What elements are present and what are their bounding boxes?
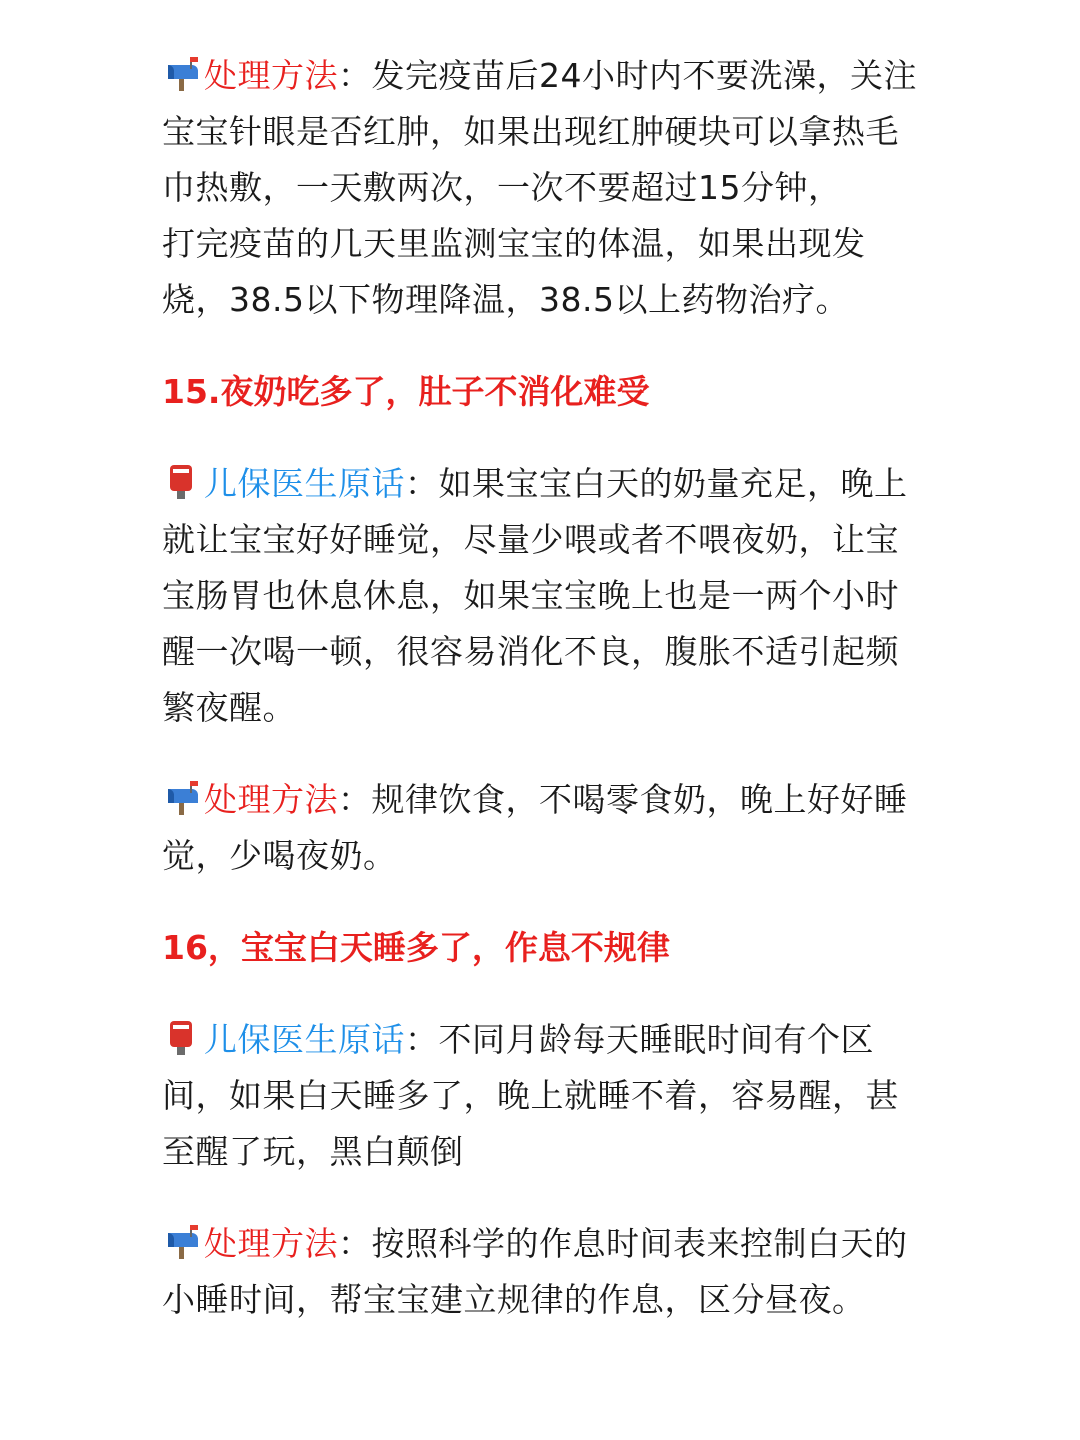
colon: ： <box>405 464 439 503</box>
doctor-quote-paragraph <box>162 456 932 736</box>
mailbox-icon <box>162 53 202 93</box>
doctor-text: 不同月龄每天睡眠时间有个区间，如果白天睡多了，晚上就睡不着，容易醒，甚至醒了玩，黑白颠倒 <box>162 1020 899 1171</box>
method-text-continued: 打完疫苗的几天里监测宝宝的体温，如果出现发烧，38.5以下物理降温，38.5以上药物治疗。 <box>162 224 866 319</box>
doctor-label: 儿保医生原话 <box>204 464 405 503</box>
section-heading-16: 16，宝宝白天睡多了，作息不规律 <box>162 928 670 967</box>
colon: ： <box>405 1020 439 1059</box>
colon: ： <box>338 56 372 95</box>
method-label: 处理方法 <box>204 780 338 819</box>
method-label: 处理方法 <box>204 1224 338 1263</box>
method-paragraph-continued <box>162 216 932 328</box>
mailbox-icon <box>162 1221 202 1261</box>
doctor-label: 儿保医生原话 <box>204 1020 405 1059</box>
colon: ： <box>338 780 372 819</box>
method-text: 按照科学的作息时间表来控制白天的小睡时间，帮宝宝建立规律的作息，区分昼夜。 <box>162 1224 908 1319</box>
method-text: 规律饮食，不喝零食奶，晚上好好睡觉，少喝夜奶。 <box>162 780 908 875</box>
article-content <box>162 48 932 1328</box>
method-paragraph <box>162 1216 932 1328</box>
doctor-text: 如果宝宝白天的奶量充足，晚上就让宝宝好好睡觉，尽量少喂或者不喂夜奶，让宝宝肠胃也休息休息，如果宝宝晚上也是一两个小时醒一次喝一顿，很容易消化不良，腹胀不适引起频繁夜醒。 <box>162 464 908 727</box>
method-paragraph <box>162 772 932 884</box>
method-label: 处理方法 <box>204 56 338 95</box>
doctor-quote-paragraph <box>162 1012 932 1180</box>
method-paragraph <box>162 48 932 216</box>
method-text: 发完疫苗后24小时内不要洗澡，关注宝宝针眼是否红肿，如果出现红肿硬块可以拿热毛巾热敷，一天敷两次，一次不要超过15分钟， <box>162 56 917 207</box>
postbox-icon <box>162 461 202 501</box>
postbox-icon <box>162 1017 202 1057</box>
mailbox-icon <box>162 777 202 817</box>
colon: ： <box>338 1224 372 1263</box>
section-heading-15: 15.夜奶吃多了，肚子不消化难受 <box>162 372 650 411</box>
